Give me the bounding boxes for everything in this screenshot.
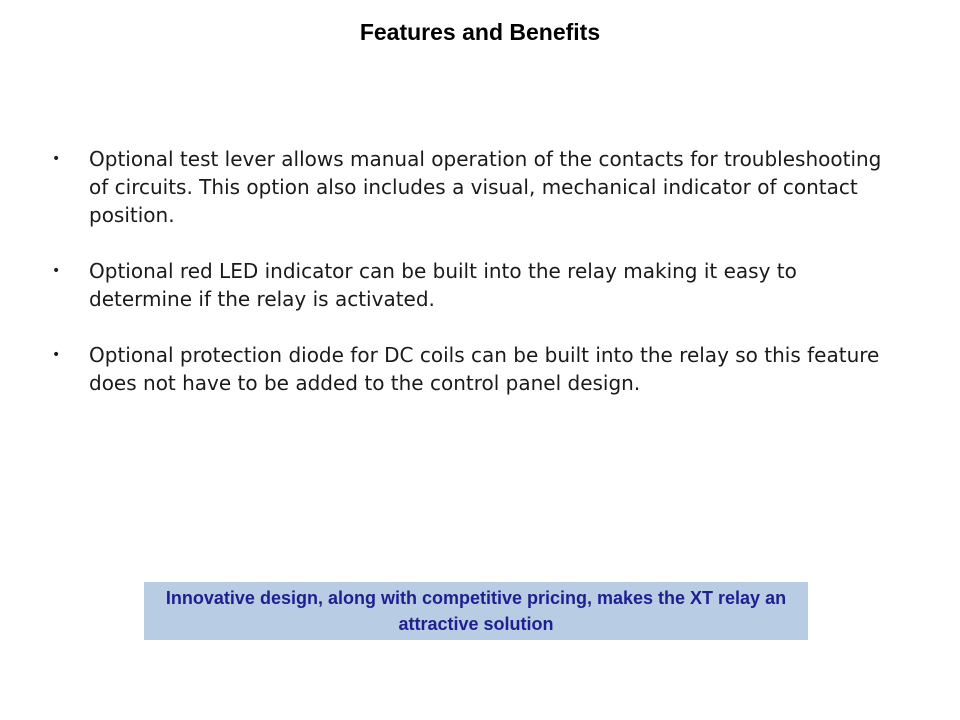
bullet-item [52,341,882,397]
bullet-item [52,145,882,229]
bullet-text: Optional red LED indicator can be built into the relay making it easy to determine if the relay is activated. [89,259,797,311]
bullet-dot-icon: • [52,263,61,279]
bullet-list [52,145,882,425]
bullet-dot-icon: • [52,347,61,363]
callout-text: Innovative design, along with competitive pricing, makes the XT relay an attractive solution [165,588,787,634]
bullet-item [52,257,882,313]
bullet-dot-icon: • [52,151,61,167]
slide-title: Features and Benefits [359,19,601,45]
bullet-text: Optional protection diode for DC coils can be built into the relay so this feature does not have to be added to the control panel design. [89,343,880,395]
bullet-text: Optional test lever allows manual operation of the contacts for troubleshooting of circuits. This option also includes a visual, mechanical indicator of contact position. [89,147,882,227]
callout-box [144,582,808,640]
